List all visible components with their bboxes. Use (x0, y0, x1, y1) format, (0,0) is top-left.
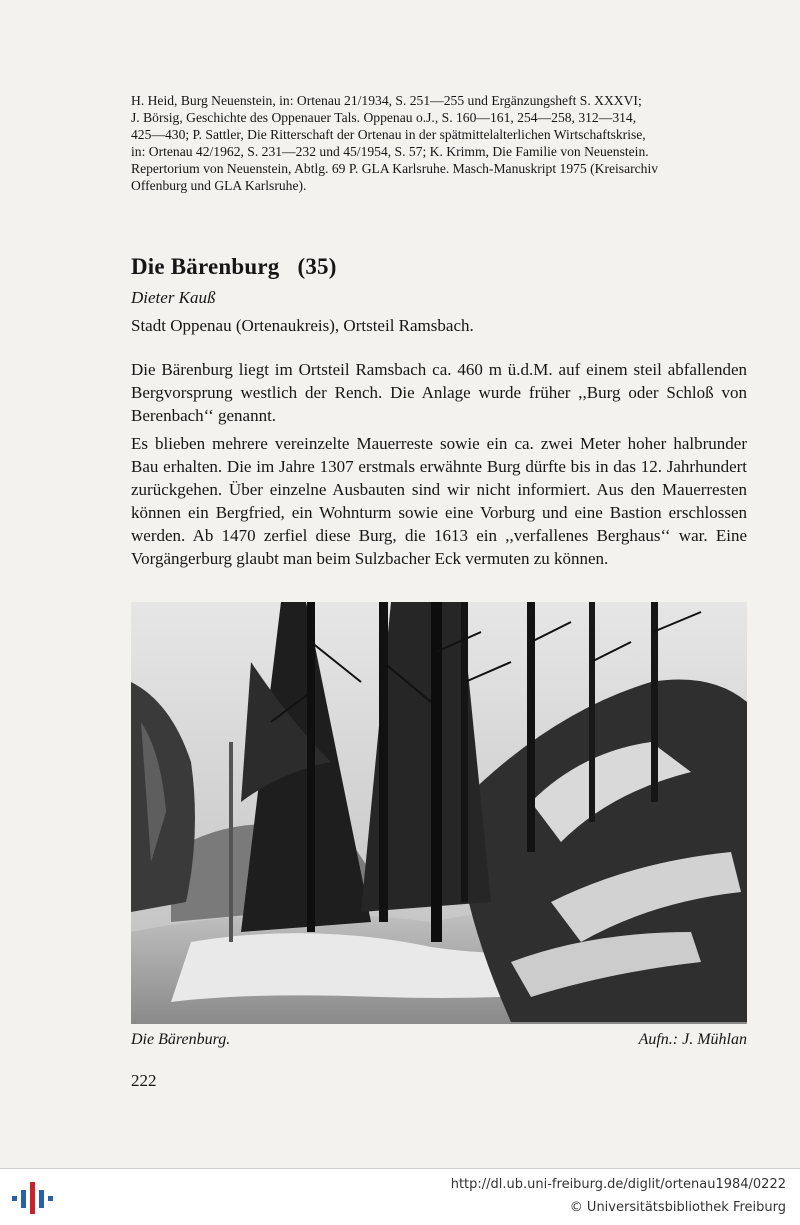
references-block (131, 92, 747, 194)
body-paragraph-1: Die Bärenburg liegt im Ortsteil Ramsbach ca. 460 m ü.d.M. auf einem steil abfallenden Bergvorsprung westlich der Rench. Die Anlage wurde früher ,,Burg oder Schloß von Berenbach‘‘ genannt. (131, 360, 747, 425)
page-number: 222 (131, 1071, 157, 1090)
reference-line: Offenburg und GLA Karlsruhe). (131, 178, 307, 193)
reference-line: in: Ortenau 42/1962, S. 231—232 und 45/1954, S. 57; K. Krimm, Die Familie von Neuenstein. (131, 144, 649, 159)
photo-baerenburg (131, 602, 747, 1024)
copyright-notice: © Universitätsbibliothek Freiburg (569, 1200, 786, 1215)
document-url-link[interactable]: http://dl.ub.uni-freiburg.de/diglit/ortenau1984/0222 (450, 1177, 786, 1192)
viewer-footer (0, 1168, 800, 1225)
reference-line: J. Börsig, Geschichte des Oppenauer Tals. Oppenau o.J., S. 160—161, 254—258, 312—314, (131, 110, 637, 125)
reference-line: Repertorium von Neuenstein, Abtlg. 69 P. GLA Karlsruhe. Masch-Manuskript 1975 (Kreisarchiv (131, 161, 659, 176)
article-heading (131, 254, 337, 280)
body-paragraph-2: Es blieben mehrere vereinzelte Mauerreste sowie ein ca. zwei Meter hoher halbrunder Bau erhalten. Die im Jahre 1307 erstmals erwähnte Burg dürfte bis in das 12. Jahrhundert zurückgehen. Über einzelne Ausbauten sind wir nicht informiert. Aus den Mauerresten können ein Bergfried, ein Wohnturm sowie eine Vorburg und eine Bastion erschlossen werden. Ab 1470 zerfiel diese Burg, die 1613 ein ,,verfallenes Berghaus‘‘ war. Eine Vorgängerburg glaubt man beim Sulzbacher Eck vermuten zu können. (131, 434, 747, 568)
reference-line: 425—430; P. Sattler, Die Ritterschaft der Ortenau in der spätmittelalterlichen Wirtschaftskrise, (131, 127, 646, 142)
article-author: Dieter Kauß (131, 288, 216, 307)
forest-photo-illustration (131, 602, 747, 1024)
article-title: Die Bärenburg (131, 254, 280, 279)
photo-credit: Aufn.: J. Mühlan (638, 1031, 747, 1048)
reference-line: H. Heid, Burg Neuenstein, in: Ortenau 21/1934, S. 251—255 und Ergänzungsheft S. XXXVI; (131, 93, 642, 108)
article-number: (35) (297, 254, 337, 279)
article-location: Stadt Oppenau (Ortenaukreis), Ortsteil Ramsbach. (131, 316, 474, 335)
photo-caption: Die Bärenburg. (131, 1031, 231, 1048)
university-logo-icon (10, 1178, 54, 1218)
